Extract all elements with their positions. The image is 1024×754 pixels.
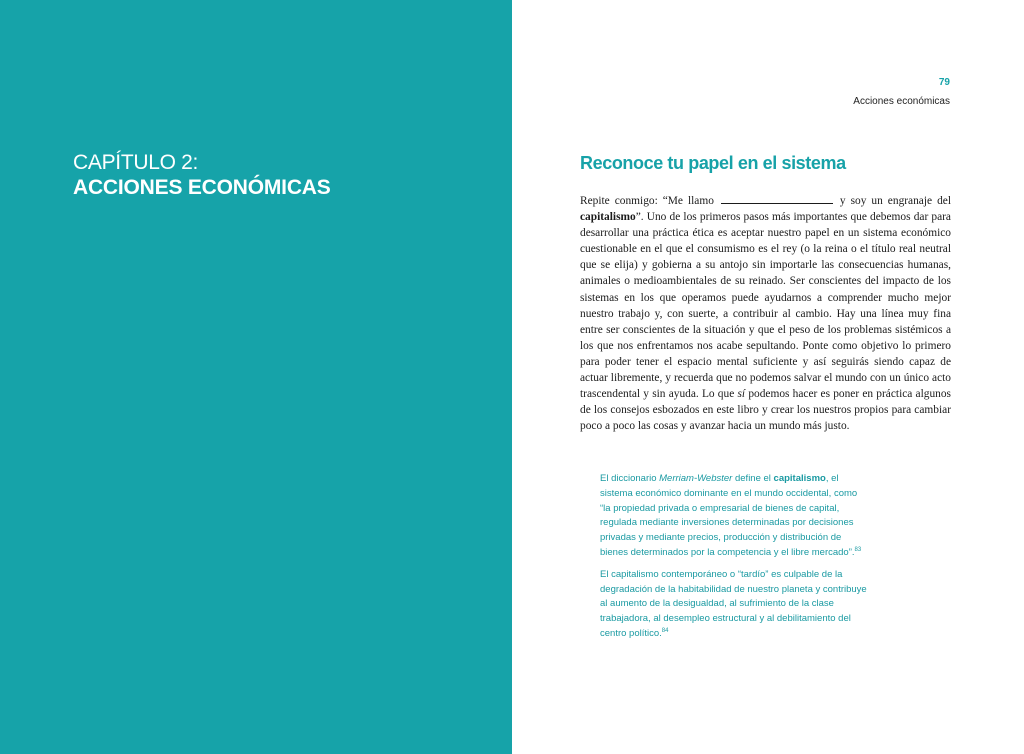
note1-term: capitalismo: [773, 473, 826, 484]
running-head: Acciones económicas: [853, 96, 950, 107]
note2-reference: 84: [661, 627, 669, 634]
body-text-opening: Repite conmigo: “Me llamo: [580, 195, 714, 207]
page-number: 79: [938, 77, 950, 88]
note1-text-c: define el: [734, 473, 771, 484]
note1-reference: 83: [854, 546, 862, 553]
right-page-panel: [512, 0, 1024, 754]
body-text-si: sí: [737, 388, 746, 401]
fill-in-blank-line: [721, 194, 833, 204]
note1-text-e: , el sistema económico dominante en el mundo occidental, como “la propiedad privada o empresarial de bienes de capital, regulada mediante inversiones determinadas por decisiones privadas y mediante precios, producción y distribución de bienes determinados por la competencia y el libre mercado”.: [600, 473, 858, 558]
section-heading: Reconoce tu papel en el sistema: [580, 153, 846, 173]
body-text-cog: y soy un engranaje del: [839, 195, 951, 207]
note2-text: El capitalismo contemporáneo o “tardío” es culpable de la degradación de la habitabilidad de nuestro planeta y contribuye al aumento de la desigualdad, al sufrimiento de la clase trabajadora, al desempleo estructural y al debilitamiento del centro político.: [600, 568, 867, 639]
chapter-label: CAPÍTULO 2:: [73, 151, 199, 174]
body-text-closing: podemos hacer es poner en práctica algunos de los consejos esbozados en este libro y crear los nuestros propios para cambiar poco a poco las cosas y avanzar hacia un mundo más justo.: [580, 388, 951, 433]
body-paragraph: [580, 193, 951, 434]
body-text-capitalismo: capitalismo: [580, 211, 636, 224]
chapter-title: ACCIONES ECONÓMICAS: [73, 176, 331, 199]
note1-text-a: El diccionario: [600, 473, 657, 484]
sidebar-note-late-capitalism: [600, 568, 868, 642]
body-text-main: ”. Uno de los primeros pasos más importantes que debemos dar para desarrollar una práctica ética es aceptar nuestro papel en un sistema económico cuestionable en el que el consumismo es el rey (o la reina o el título real neutral que se elija) y gobierna a su antojo sin importarle las consecuencias humanas, animales o medioambientales de su reinado. Ser conscientes del impacto de los sistemas en los que operamos puede ayudarnos a comprender mucho mejor nuestro trabajo y, con suerte, a contribuir al cambio. Hay una línea muy fina entre ser conscientes de la situación y que el peso de los problemas sistémicos a los que nos enfrentamos nos acabe sepultando. Ponte como objetivo lo primero para poder tener el espacio mental suficiente y así seguirás siendo capaz de actuar libremente, y recuerda que no podemos salvar el mundo con un único acto trascendental y sin ayuda. Lo que: [580, 211, 951, 401]
sidebar-note-definition: [600, 472, 868, 561]
sidebar-notes: [600, 472, 868, 649]
note1-dictionary-name: Merriam-Webster: [659, 473, 733, 484]
